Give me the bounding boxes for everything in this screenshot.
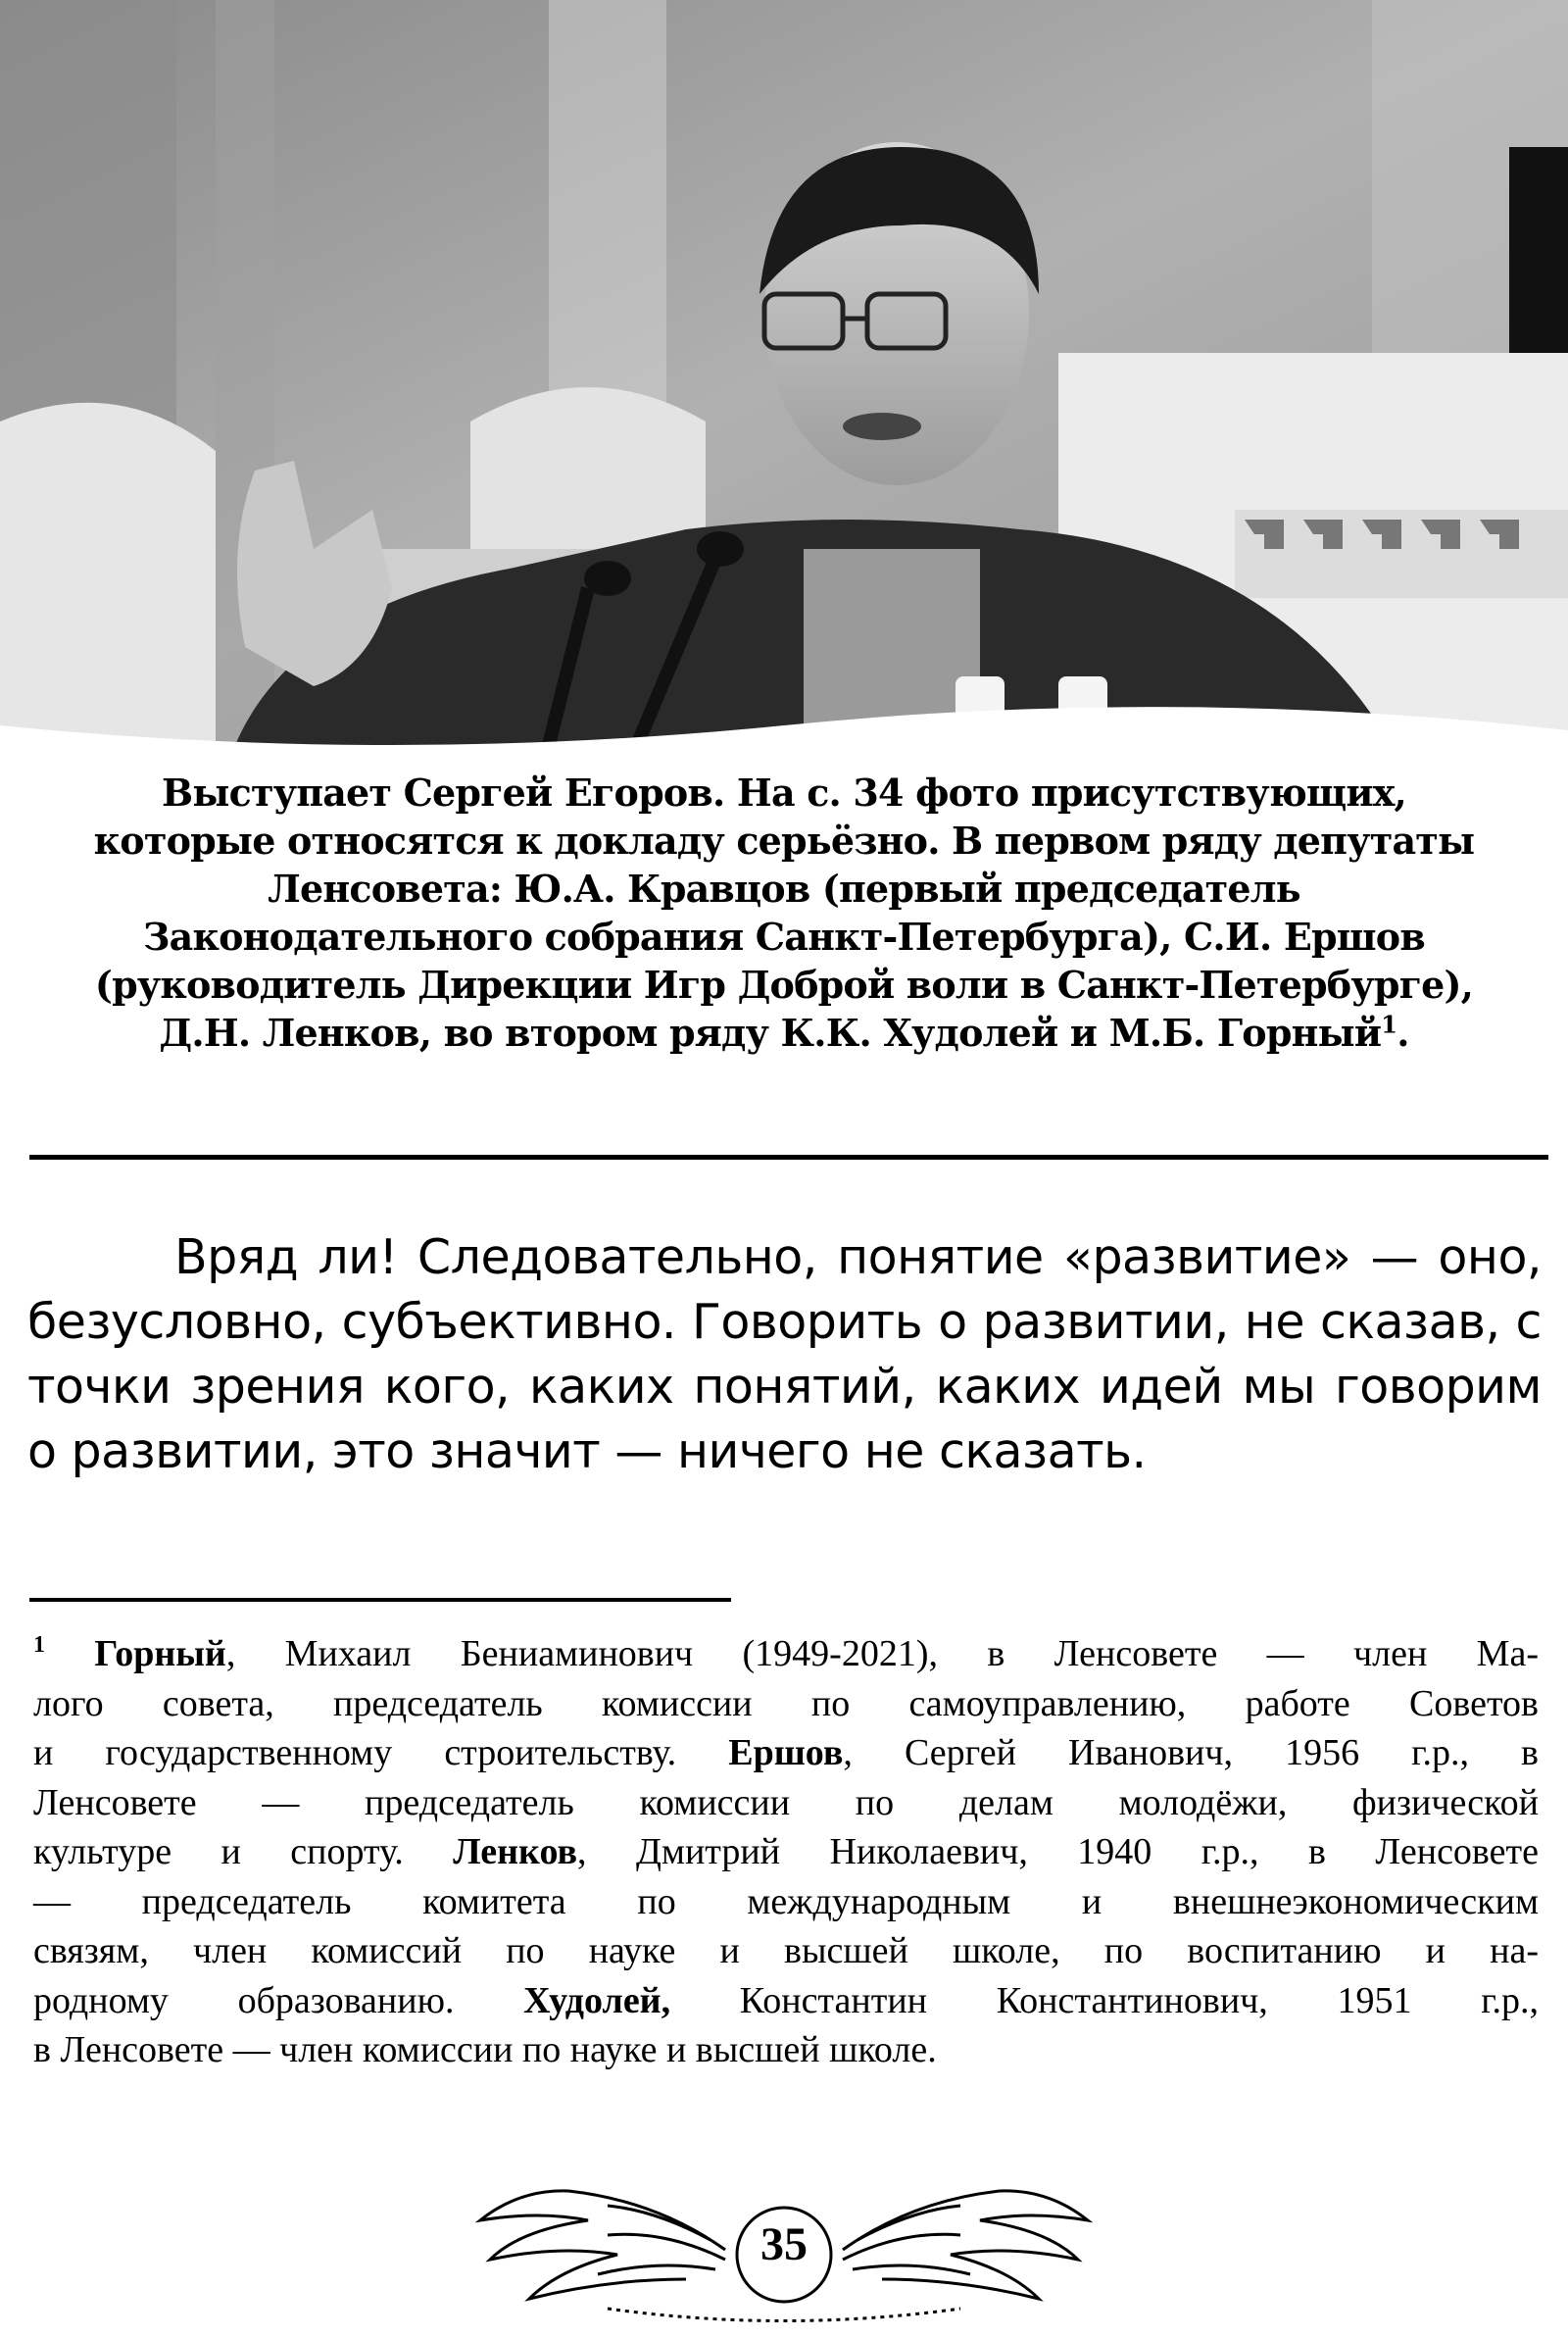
footnote-line: культуре и спорту. Ленков, Дмитрий Николаевич, 1940 г.р., в Ленсовете — [33, 1831, 1539, 1872]
caption-line: Законодательного собрания Санкт-Петербурга), С.И. Ершов — [143, 915, 1425, 959]
caption-footnote-mark: 1 — [1381, 1010, 1397, 1039]
body-line: безусловно, субъективно. Говорить о развитии, не сказав, с — [27, 1294, 1542, 1350]
footnote-line: Ленсовете — председатель комиссии по делам молодёжи, физической — [33, 1781, 1539, 1823]
footnote-line: $^1$ Горный, Михаил Бениаминович (1949-2021), в Ленсовете — член Ма- — [33, 1632, 1539, 1674]
footnote-line: родному образованию. Худолей, Константин Константинович, 1951 г.р., — [33, 1979, 1539, 2021]
photo-caption — [20, 769, 1548, 1057]
body-paragraph — [27, 1225, 1542, 1484]
body-line: Вряд ли! Следовательно, понятие «развитие» — оно, — [174, 1229, 1542, 1285]
footnote-line: и государственному строительству. Ершов, Сергей Иванович, 1956 г.р., в — [33, 1732, 1539, 1773]
footnote-mark: 1 — [33, 1632, 45, 1658]
footnote-line: связям, член комиссий по науке и высшей школе, по воспитанию и на- — [33, 1930, 1539, 1971]
page-number: 35 — [760, 2218, 808, 2270]
footnote-line: в Ленсовете — член комиссии по науке и высшей школе. — [33, 2029, 937, 2070]
body-line: точки зрения кого, каких понятий, каких идей мы говорим — [27, 1359, 1542, 1415]
caption-line: Ленсовета: Ю.А. Кравцов (первый председатель — [268, 867, 1300, 911]
caption-line: (руководитель Дирекции Игр Доброй воли в Санкт-Петербурге), — [94, 963, 1474, 1007]
footnote — [33, 1629, 1539, 2075]
caption-line: Выступает Сергей Егоров. На с. 34 фото присутствующих, — [162, 771, 1406, 815]
caption-line: которые относятся к докладу серьёзно. В первом ряду депутаты — [93, 819, 1475, 863]
caption-divider — [29, 1155, 1548, 1160]
footnote-line: — председатель комитета по международным и внешнеэкономическим — [33, 1880, 1539, 1922]
footnote-line: лого совета, председатель комиссии по самоуправлению, работе Советов — [33, 1682, 1539, 1724]
body-line: о развитии, это значит — ничего не сказать. — [27, 1423, 1147, 1479]
caption-line-last: Д.Н. Ленков, во втором ряду К.К. Худолей и М.Б. Горный$^1$. — [159, 1010, 1409, 1055]
speaker-photo — [0, 0, 1568, 745]
footnote-divider — [29, 1598, 731, 1602]
